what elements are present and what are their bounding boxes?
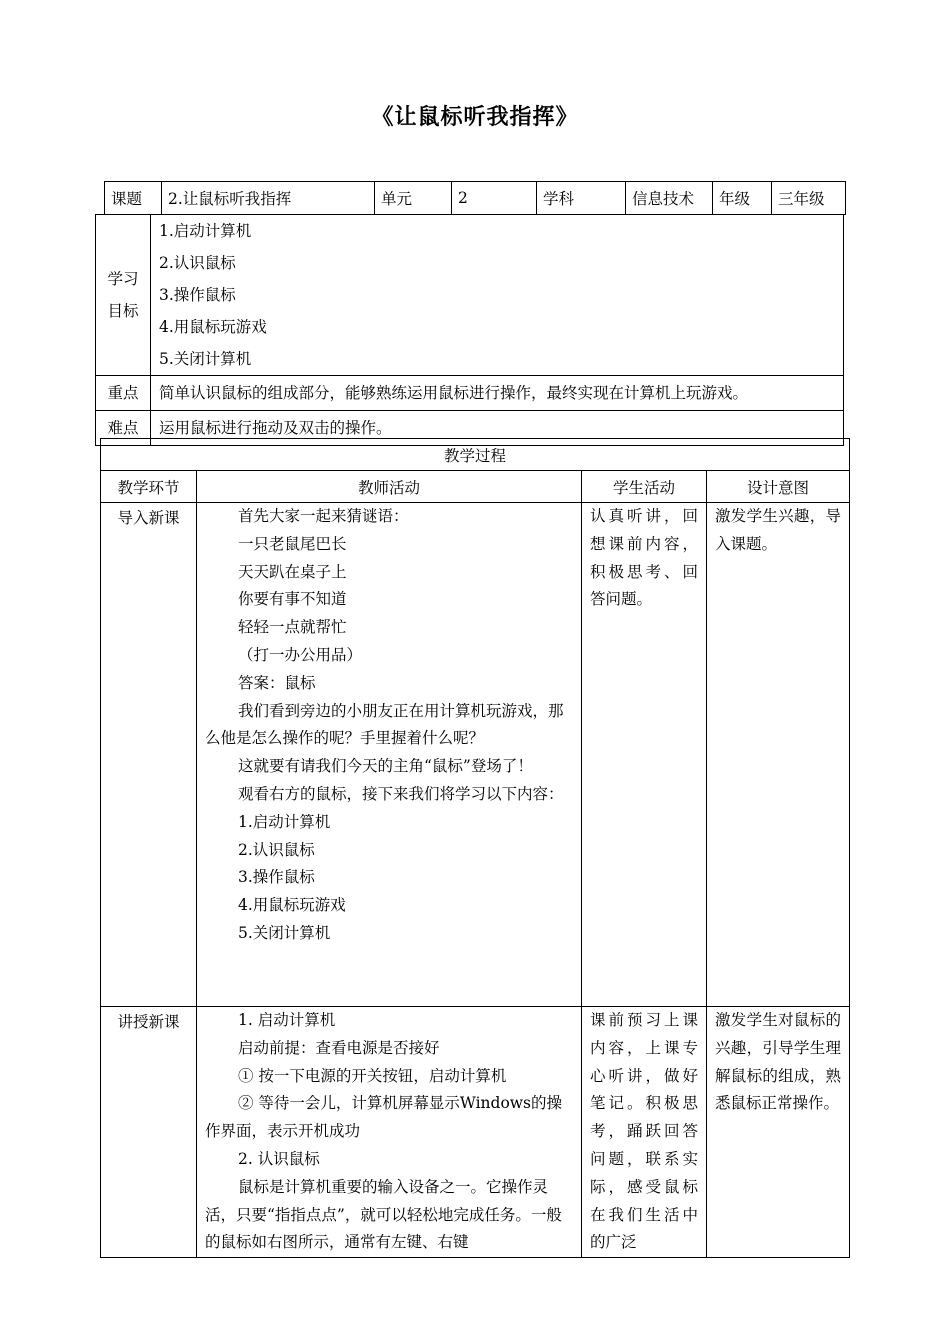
row2-teacher-line: 启动前提：查看电源是否接好	[238, 1038, 440, 1057]
row2-teacher-line: 1. 启动计算机	[238, 1011, 336, 1029]
header-student: 学生活动	[582, 471, 707, 503]
topic-value: 2.让鼠标听我指挥	[162, 182, 375, 215]
row2-teacher-line: 2. 认识鼠标	[238, 1149, 320, 1168]
objectives-label-text: 学习目标	[107, 270, 139, 320]
row2-student: 课前预习上课内容，上课专心听讲，做好笔记。积极思考，踊跃回答问题，联系实际，感受鼠标在我们生活中的广泛	[582, 1007, 707, 1258]
document-title: 《让鼠标听我指挥》	[371, 104, 579, 130]
lesson-info-table	[104, 181, 846, 215]
row1-teacher	[197, 503, 582, 1007]
grade-value: 三年级	[772, 182, 846, 215]
row1-teacher-line: 答案：鼠标	[238, 673, 316, 692]
row1-teacher-line: 5.关闭计算机	[238, 923, 331, 942]
row1-teacher-line: 3.操作鼠标	[238, 868, 315, 887]
row1-phase: 导入新课	[101, 503, 197, 1007]
grade-label: 年级	[713, 182, 772, 215]
row1-teacher-line: （打一办公用品）	[238, 645, 363, 664]
row2-teacher-line: ① 按一下电源的开关按钮，启动计算机	[238, 1066, 507, 1085]
objectives-label	[96, 215, 151, 376]
process-title: 教学过程	[101, 439, 850, 471]
objective-item-5: 5.关闭计算机	[159, 350, 252, 368]
objectives-list	[151, 215, 844, 376]
row1-student: 认真听讲，回想课前内容，积极思考、回答问题。	[582, 503, 707, 1007]
unit-label: 单元	[375, 182, 452, 215]
row1-teacher-line: 观看右方的鼠标，接下来我们将学习以下内容：	[238, 784, 564, 803]
row1-teacher-line: 这就要有请我们今天的主角“鼠标”登场了！	[238, 757, 533, 776]
row1-teacher-line: 4.用鼠标玩游戏	[238, 896, 346, 915]
topic-label: 课题	[105, 182, 162, 215]
header-phase: 教学环节	[101, 471, 197, 503]
row1-teacher-line: 你要有事不知道	[238, 590, 347, 609]
subject-value: 信息技术	[626, 182, 713, 215]
row1-teacher-line: 轻轻一点就帮忙	[238, 618, 347, 637]
row1-teacher-line: 天天趴在桌子上	[238, 562, 347, 581]
objective-item-3: 3.操作鼠标	[159, 286, 236, 304]
objective-item-4: 4.用鼠标玩游戏	[159, 318, 267, 336]
objectives-table	[95, 214, 844, 446]
header-intent: 设计意图	[707, 471, 850, 503]
row2-phase: 讲授新课	[101, 1007, 197, 1258]
row1-teacher-line: 首先大家一起来猜谜语：	[238, 507, 409, 525]
row1-intent: 激发学生兴趣，导入课题。	[707, 503, 850, 1007]
objective-item-2: 2.认识鼠标	[159, 254, 236, 272]
row2-intent: 激发学生对鼠标的兴趣，引导学生理解鼠标的组成，熟悉鼠标正常操作。	[707, 1007, 850, 1258]
objective-item-1: 1.启动计算机	[159, 222, 252, 240]
row2-teacher-line: ② 等待一会儿，计算机屏幕显示Windows的操作界面，表示开机成功	[205, 1094, 563, 1141]
header-teacher: 教师活动	[197, 471, 582, 503]
row1-teacher-line: 2.认识鼠标	[238, 840, 315, 859]
row2-teacher	[197, 1007, 582, 1258]
row1-teacher-line: 1.启动计算机	[238, 812, 331, 831]
row2-teacher-line: 鼠标是计算机重要的输入设备之一。它操作灵活，只要“指指点点”，就可以轻松地完成任务。一般的鼠标如右图所示，通常有左键、右键	[205, 1177, 562, 1252]
key-point-text: 简单认识鼠标的组成部分，能够熟练运用鼠标进行操作，最终实现在计算机上玩游戏。	[151, 376, 844, 411]
key-point-label: 重点	[96, 376, 151, 411]
row1-teacher-line: 一只老鼠尾巴长	[238, 534, 347, 553]
difficulty-text: 运用鼠标进行拖动及双击的操作。	[151, 411, 844, 446]
row1-teacher-line: 我们看到旁边的小朋友正在用计算机玩游戏，那么他是怎么操作的呢？手里握着什么呢？	[205, 701, 564, 748]
unit-value: 2	[452, 182, 537, 215]
process-table	[100, 438, 850, 1258]
subject-label: 学科	[537, 182, 626, 215]
difficulty-label: 难点	[96, 411, 151, 446]
